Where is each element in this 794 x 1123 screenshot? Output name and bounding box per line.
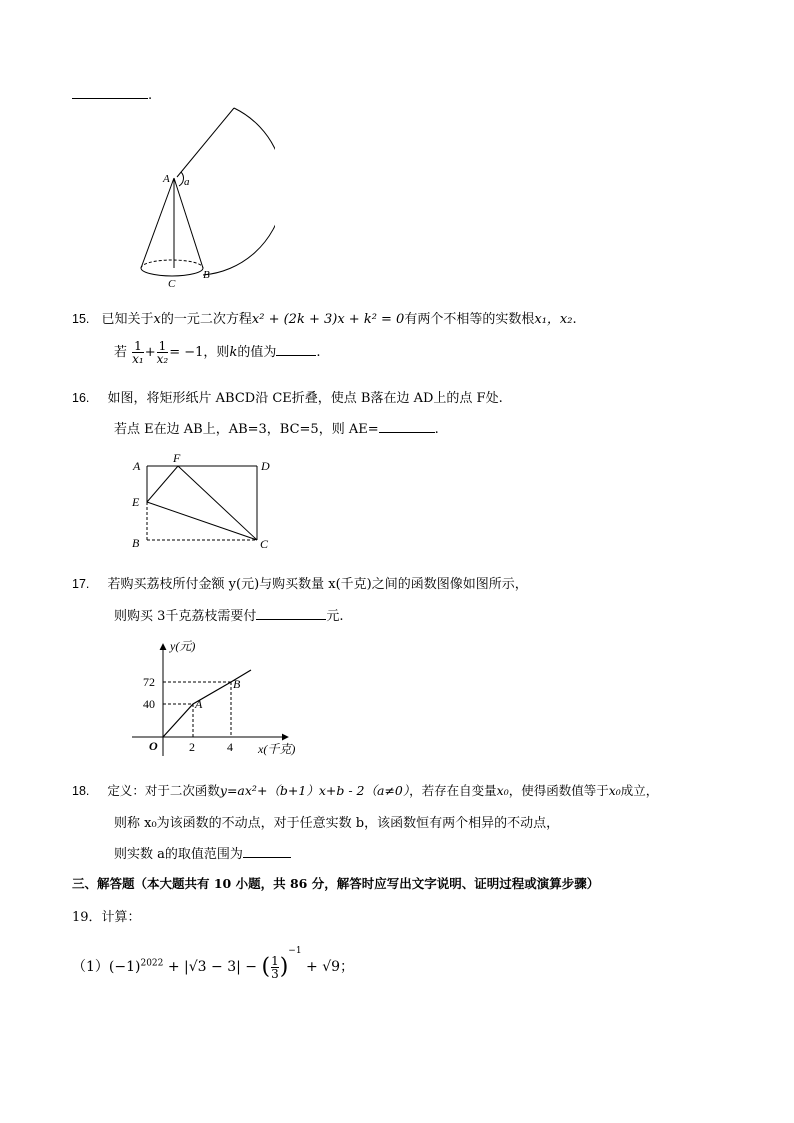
q15-fraction-1 (132, 340, 144, 365)
q15-line2-post: 的值为 (237, 345, 277, 360)
q18-number: 18. (72, 784, 90, 798)
q18-x0: x₀ (496, 783, 509, 798)
label-b-vertex: B (203, 269, 210, 281)
cone-right-edge (174, 178, 203, 268)
q18-x0-b: x₀ (608, 783, 621, 798)
q17-number: 17. (72, 577, 90, 591)
frac1-numerator: 1 (134, 339, 142, 353)
q15-var-k: k (229, 345, 238, 360)
y-tick-72: 72 (143, 675, 155, 689)
q17-text1: 若购买荔枝所付金额 y(元)与购买数量 x(千克)之间的函数图像如图所示， (107, 577, 528, 592)
label-a: A (133, 459, 141, 473)
frac1-denominator: x₁ (132, 352, 144, 366)
figure-rectangle-fold (128, 452, 278, 552)
q18-text-end: 成立， (620, 783, 659, 798)
x-tick-2: 2 (189, 740, 195, 754)
label-c-vertex: C (168, 278, 176, 290)
q19-frac-numerator: 1 (271, 953, 279, 968)
q19-exponent-2: −1 (288, 946, 302, 956)
label-c: C (260, 537, 269, 551)
section-3-heading: 三、解答题（本大题共有 10 小题，共 86 分，解答时应写出文字说明、证明过程或演算步骤） (72, 876, 600, 891)
cone-left-edge (141, 178, 174, 268)
q16-line1 (72, 387, 503, 406)
segment-fc (178, 466, 257, 540)
q19-title: 19．计算： (72, 910, 141, 925)
q16-text2: 若点 E在边 AB上，AB=3，BC=5，则 AE= (114, 422, 379, 437)
q15-equation: x² + (2k + 3)x + k² = 0 (251, 312, 405, 327)
q17-line2-end: 元. (326, 609, 344, 624)
q15-line2-mid: ，则 (203, 345, 230, 360)
label-alpha: a (184, 176, 190, 188)
q15-line2 (114, 340, 320, 365)
q15-line1-end: . (572, 312, 577, 327)
q19-expr-b: + |√3 − 3| − (167, 959, 258, 975)
q18-line2 (114, 812, 559, 831)
segment-ec (147, 502, 257, 540)
y-axis-label: y(元) (170, 639, 196, 653)
q16-answer-blank (379, 420, 435, 433)
q18-text-post: ，若存在自变量 (409, 783, 497, 798)
q17-line2 (114, 605, 344, 624)
q15-line2-pre: 若 (114, 345, 128, 360)
point-a-label: A (195, 697, 203, 711)
point-b-label: B (233, 677, 241, 691)
q15-plus: + (144, 345, 156, 360)
y-tick-40: 40 (143, 697, 155, 711)
label-f: F (173, 452, 181, 465)
label-a-vertex: A (163, 173, 170, 185)
origin-label: O (149, 739, 158, 753)
q18-text2: 则称 x₀为该函数的不动点，对于任意实数 b，该函数恒有两个相异的不动点， (114, 816, 560, 831)
q16-line2 (114, 418, 439, 437)
q15-text-mid: 的一元二次方程 (160, 312, 252, 327)
q18-line3 (114, 843, 291, 862)
q15-answer-blank (276, 343, 316, 356)
figure-cone-sector (130, 100, 275, 295)
q19-part1 (72, 946, 354, 980)
q18-function: y=ax²+（b+1）x+b - 2（a≠0） (219, 783, 410, 798)
cone-base-front (141, 268, 203, 276)
figure-price-graph (128, 636, 308, 764)
q15-line1 (72, 308, 577, 327)
answer-tail: . (148, 88, 153, 103)
q17-text2: 则购买 3千克荔枝需要付 (114, 609, 257, 624)
cone-base-back (141, 260, 203, 268)
q19-exponent: 2022 (140, 958, 164, 969)
q18-answer-blank (243, 845, 291, 858)
q16-line2-end: . (434, 422, 439, 437)
q18-text3: 则实数 a的取值范围为 (114, 847, 243, 862)
q18-line1 (72, 781, 658, 799)
q19-frac-denominator: 3 (271, 966, 279, 981)
frac2-numerator: 1 (158, 339, 167, 353)
q19-end: ； (340, 959, 355, 975)
q19-expr-a: (−1) (108, 959, 141, 975)
sector-radius-top (177, 108, 234, 177)
label-e: E (132, 495, 140, 509)
x-tick-4: 4 (227, 740, 233, 754)
q15-roots: x₁，x₂ (534, 312, 573, 327)
paren-right: ) (279, 954, 289, 980)
answer-blank (72, 86, 148, 99)
q16-number: 16. (72, 391, 90, 405)
paren-left: ( (261, 954, 271, 980)
q15-text-post: 有两个不相等的实数根 (404, 312, 535, 327)
label-b: B (132, 536, 140, 550)
label-d: D (261, 459, 270, 473)
segment-ef (147, 466, 178, 502)
q15-fraction-2 (157, 340, 169, 365)
q15-equals: = −1 (169, 345, 204, 360)
q17-line1 (72, 573, 528, 592)
q15-number: 15. (72, 312, 90, 326)
q19-fraction (271, 955, 279, 980)
q15-text-pre: 已知关于 (101, 312, 154, 327)
q17-answer-blank (256, 607, 326, 620)
q15-var-x: x (153, 312, 161, 327)
q19-part1-label: （1） (72, 959, 109, 975)
q16-text1: 如图，将矩形纸片 ABCD沿 CE折叠，使点 B落在边 AD上的点 F处. (107, 391, 503, 406)
x-axis-label: x(千克) (258, 742, 296, 756)
q18-text-pre: 定义：对于二次函数 (107, 783, 220, 798)
q18-text-tail: ，使得函数值等于 (508, 783, 609, 798)
frac2-denominator: x₂ (156, 352, 169, 366)
q15-line2-end: . (316, 345, 321, 360)
q19-expr-c: + √9 (306, 959, 341, 975)
